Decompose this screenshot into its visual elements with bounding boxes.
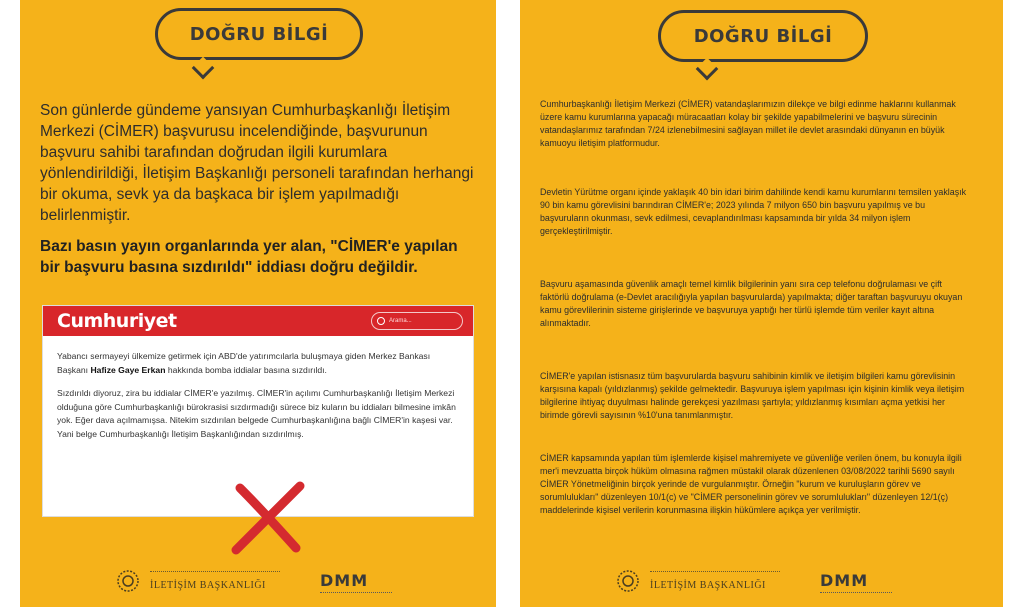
clipping-text: hakkında bomba iddialar basına sızdırıldı. [165, 364, 327, 375]
org-subtitle-line [650, 571, 780, 575]
clipping-paragraph-1 [57, 350, 459, 377]
search-placeholder: Arama... [389, 318, 412, 324]
dmm-logo: DMM [320, 571, 369, 590]
clipping-highlight-name: Hafize Gaye Erkan [90, 364, 166, 375]
paragraph-verification: Başvuru aşamasında güvenlik amaçlı temel kimlik bilgilerinin yanı sıra cep telefonu doğrulaması ve çift faktörlü doğrulama (e-Devlet aracılığıyla yapılan başvurularda) yapılmakta; diğer taraftan başvuruyu okuyan kamu görevlilerinin sisteme girişlerinde ve başvuruya yaptığı her türlü işlemde tüm veriler kayıt altına alınmaktadır. [540, 279, 963, 328]
org-name: İLETİŞİM BAŞKANLIĞI [650, 580, 766, 591]
clipping-body [43, 336, 473, 441]
clipping-header [43, 306, 473, 336]
newspaper-logo: Cumhuriyet [57, 310, 177, 332]
org-subtitle-line [150, 571, 280, 575]
cross-mark-icon [226, 478, 308, 560]
seal-icon [616, 569, 640, 593]
right-infographic [520, 0, 1003, 607]
paragraph-regulation: CİMER kapsamında yapılan tüm işlemlerde kişisel mahremiyete ve güvenliğe verilen önem, bu konuyla ilgili mer'i mevzuatta birçok hüküm olmasına rağmen müstakil olarak düzenlenen 03/08/2022 tarihli 5690 sayılı CİMER Yönetmeliğinin birçok yerinde de vurgulanmıştır. Örneğin "kurum ve kuruluşların görev ve sorumlulukları" düzenleyen 10/1(c) ve "CİMER personelinin görev ve sorumlulukları" düzenleyen 12/1(ç) maddelerinde kişisel verilerin korunmasına ilişkin hükümlere açıkça yer verilmiştir. [540, 453, 962, 515]
footer [20, 557, 496, 607]
speech-bubble-title: DOĞRU BİLGİ [658, 10, 868, 62]
footer [520, 557, 1003, 607]
claim-text: Bazı basın yayın organlarında yer alan, "CİMER'e yapılan bir başvuru basına sızdırıldı" iddiası doğru değildir. [40, 238, 458, 276]
speech-bubble-tail [192, 57, 215, 80]
paragraph-privacy: CİMER'e yapılan istisnasız tüm başvurularda başvuru sahibinin kimlik ve iletişim bilgileri kamu görevlisinin karşısına kapalı (yıldızlanmış) şekilde gelmektedir. Başvuruya işlem yapılması için kişinin kimlik veya iletişim bilgilerine ihtiyaç duyulması halinde gerekçesi yazılması şartıyla; yıldızlanmış kısımları açma yetkisi her birimde görevli sayısının %10'una tanımlanmıştır. [540, 371, 965, 420]
left-infographic [20, 0, 496, 607]
clipping-text: Yabancı sermayeyi ülkemize getirmek için ABD'de yatırımcılarla buluşmaya giden Merkez Bankası Başkanı [57, 351, 431, 375]
intro-text: Son günlerde gündeme yansıyan Cumhurbaşkanlığı İletişim Merkezi (CİMER) başvurusu incelendiğinde, başvurunun başvuru sahibi tarafından doğrudan ilgili kurumlara yönlendirildiği, İletişim Başkanlığı personeli tarafından herhangi bir okuma, sevk ya da başkaca bir işlem yapılmadığı belirlenmiştir. [40, 102, 474, 224]
clipping-paragraph-2: Sızdırıldı diyoruz, zira bu iddialar CİMER'e yazılmış. CİMER'in açılımı Cumhurbaşkanlığı İletişim Merkezi olduğuna göre Cumhurbaşkanlığı bürokrasisi sızdırmadığı sürece biz kuların bu iddiaları bilmesine imkân yok. Eğer dava açılmamışsa. Nitekim sızdırılan belgede Cumhurbaşkanlığına bağlı CİMER'in kaşesi var. Yani belge Cumhurbaşkanlığı İletişim Başkanlığından sızdırılmış. [57, 388, 456, 439]
search-icon [377, 317, 385, 325]
dmm-subtitle-line [820, 592, 892, 595]
speech-bubble-title: DOĞRU BİLGİ [155, 8, 363, 60]
clipping-search-box [371, 312, 463, 330]
dmm-subtitle-line [320, 592, 392, 595]
dmm-logo: DMM [820, 571, 869, 590]
paragraph-cimer-intro: Cumhurbaşkanlığı İletişim Merkezi (CİMER) vatandaşlarımızın dilekçe ve bilgi edinme haklarını kullanmak üzere kamu kurumlarına yapacağı müracaatları kolay bir şekilde yapabilmelerini ve başvuru sürecinin vatandaşlarımız tarafından 7/24 izlenebilmesini sağlayan millet ile devlet arasındaki dünyanın en büyük kamuoyu iletişim platformudur. [540, 99, 956, 148]
seal-icon [116, 569, 140, 593]
org-name: İLETİŞİM BAŞKANLIĞI [150, 580, 266, 591]
paragraph-statistics: Devletin Yürütme organı içinde yaklaşık 40 bin idari birim dahilinde kendi kamu kurumlarını temsilen yaklaşık 90 bin kamu görevlisini barındıran CİMER'e; 2023 yılında 7 milyon 650 bin başvuru yapılmış ve bu başvuruların okunması, sevk edilmesi, cevaplandırılması kapsamında bir yılda 34 milyon işlem gerçekleştirilmiştir. [540, 187, 967, 236]
